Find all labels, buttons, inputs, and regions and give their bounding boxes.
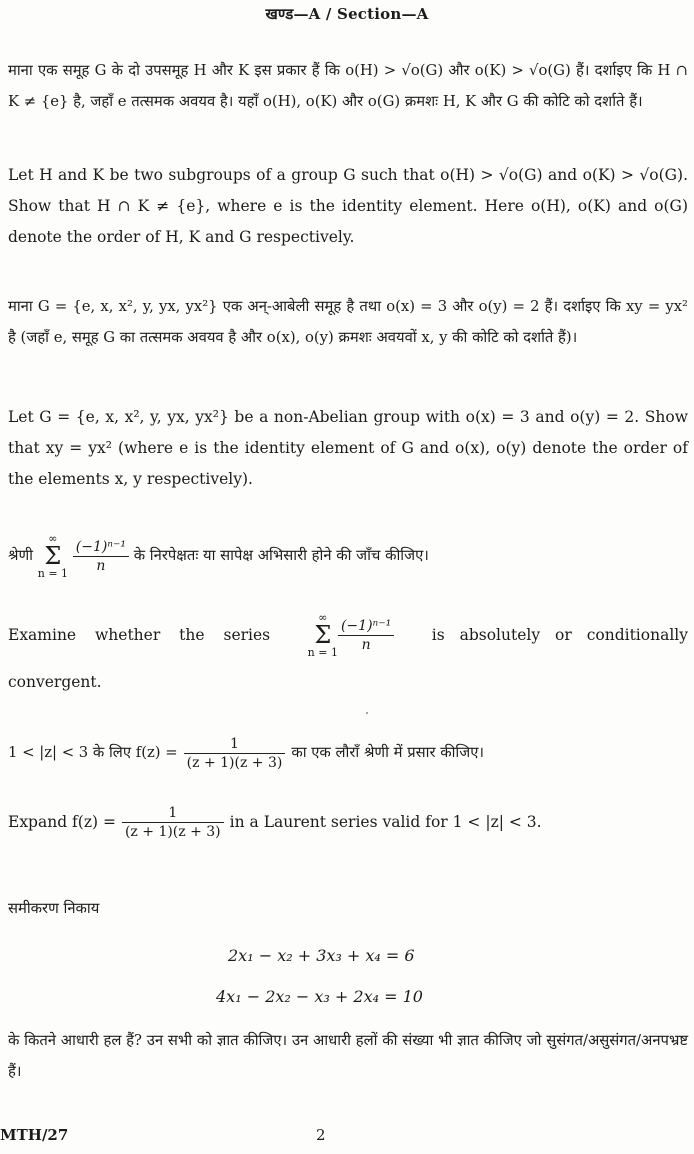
q4-en-fraction xyxy=(122,804,224,841)
q1-hindi: माना एक समूह G के दो उपसमूह H और K इस प्रकार हैं कि o(H) > √o(G) और o(K) > √o(G) हैं। दर्शाइए कि H ∩ K ≠ {e} है, जहाँ e तत्समक अवयव है। यहाँ o(H), o(K) और o(G) क्रमशः H, K और G की कोटि को दर्शाते हैं। xyxy=(8,62,688,110)
q5-hindi-intro: समीकरण निकाय xyxy=(8,900,100,917)
q1-english: Let H and K be two subgroups of a group G such that o(H) > √o(G) and o(K) > √o(G). Show that H ∩ K ≠ {e}, where e is the identity element. Here o(H), o(K) and o(G) denote the order of H, K and G respectively. xyxy=(8,166,688,246)
q5-equation-1: 2x₁ − x₂ + 3x₃ + x₄ = 6 xyxy=(228,946,415,965)
q4-fraction xyxy=(184,735,286,772)
q3-denominator: n xyxy=(96,557,106,574)
q2-hindi: माना G = {e, x, x², y, yx, yx²} एक अन्-आबेली समूह है तथा o(x) = 3 और o(y) = 2 हैं। दर्शाइए कि xy = yx² है (जहाँ e, समूह G का तत्समक अवयव है और o(x), o(y) क्रमशः अवयवों x, y की कोटि को दर्शाते हैं)। xyxy=(8,298,688,346)
q4-hindi-suffix: का एक लौराँ श्रेणी में प्रसार कीजिए। xyxy=(291,744,485,761)
q3-english-line2: convergent. xyxy=(8,673,102,691)
q3-hindi-suffix: के निरपेक्षतः या सापेक्ष अभिसारी होने की जाँच कीजिए। xyxy=(133,547,429,564)
q3-numerator: (−1)ⁿ⁻¹ xyxy=(73,538,129,557)
q3-en-sum-symbol: ∞ Σ n = 1 xyxy=(307,611,338,659)
page-number: 2 xyxy=(316,1126,326,1144)
q5-hindi-outro: के कितने आधारी हल हैं? उन सभी को ज्ञात कीजिए। उन आधारी हलों की संख्या भी ज्ञात कीजिए जो सुसंगत/असुसंगत/अनपभ्रष्ट हैं। xyxy=(8,1032,688,1080)
q3-english-prefix: Examine whether the series xyxy=(8,626,271,644)
q3-en-sum-lower: n = 1 xyxy=(307,646,338,659)
scan-speck xyxy=(366,712,368,714)
q4-english xyxy=(8,800,542,844)
q4-english-prefix: Expand f(z) = xyxy=(8,813,116,831)
paper-code: MTH/27 xyxy=(0,1126,69,1144)
q3-en-sum-upper: ∞ xyxy=(318,611,328,624)
q3-fraction xyxy=(73,538,129,575)
q3-english xyxy=(8,612,688,658)
q3-sum-upper: ∞ xyxy=(48,532,58,545)
q3-hindi-prefix: श्रेणी xyxy=(8,547,34,564)
q4-numerator: 1 xyxy=(184,735,286,754)
q4-en-denominator: (z + 1)(z + 3) xyxy=(124,823,221,840)
q4-denominator: (z + 1)(z + 3) xyxy=(186,754,283,771)
q3-sum-symbol: ∞ Σ n = 1 xyxy=(37,532,69,580)
q3-english-suffix: is absolutely or conditionally xyxy=(431,626,688,644)
q3-hindi xyxy=(8,533,429,579)
q3-sum-lower: n = 1 xyxy=(37,567,69,580)
q3-en-fraction xyxy=(338,617,394,654)
q2-english: Let G = {e, x, x², y, yx, yx²} be a non-Abelian group with o(x) = 3 and o(y) = 2. Show that xy = yx² (where e is the identity element of G and o(x), o(y) denote the order of the elements x, y respectively). xyxy=(8,408,688,488)
q4-hindi xyxy=(8,731,484,775)
q3-en-numerator: (−1)ⁿ⁻¹ xyxy=(338,617,394,636)
q4-hindi-prefix: 1 < |z| < 3 के लिए f(z) = xyxy=(8,744,178,761)
section-header: खण्ड—A / Section—A xyxy=(265,5,429,23)
q4-english-suffix: in a Laurent series valid for 1 < |z| < 3. xyxy=(229,813,542,831)
q4-en-numerator: 1 xyxy=(122,804,224,823)
q5-equation-2: 4x₁ − 2x₂ − x₃ + 2x₄ = 10 xyxy=(216,987,423,1006)
q3-en-denominator: n xyxy=(361,636,371,653)
